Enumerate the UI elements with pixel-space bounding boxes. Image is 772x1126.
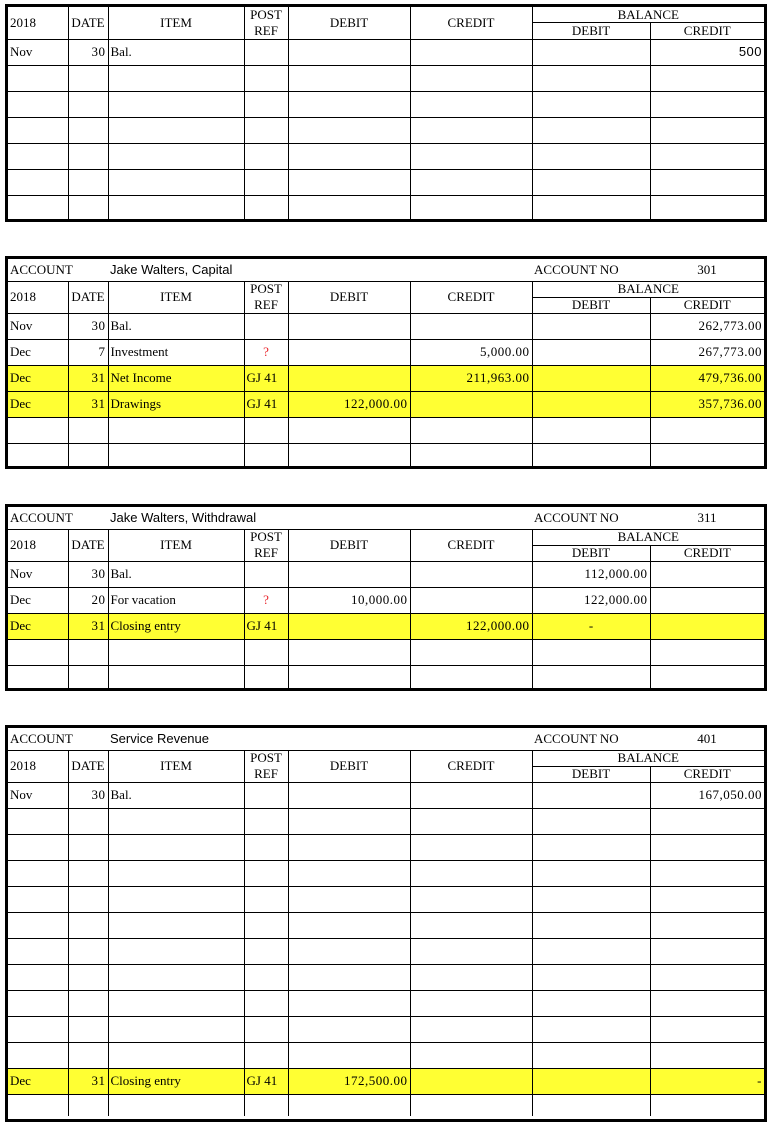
entry-day: 31 — [68, 613, 108, 639]
entry-item: Investment — [108, 339, 244, 365]
ref-header: REF — [244, 297, 288, 313]
entry-item: Bal. — [108, 313, 244, 339]
entry-balance-credit — [650, 561, 764, 587]
entry-balance-credit — [650, 613, 764, 639]
balance-debit-header: DEBIT — [532, 23, 650, 39]
entry-item: Bal. — [108, 561, 244, 587]
entry-balance-debit — [532, 1068, 650, 1094]
ledger-row — [8, 339, 764, 365]
entry-balance-credit: - — [650, 1068, 764, 1094]
entry-day: 31 — [68, 1068, 108, 1094]
balance-debit-header: DEBIT — [532, 297, 650, 313]
balance-credit-header: CREDIT — [650, 545, 764, 561]
account-label: ACCOUNT — [8, 259, 108, 281]
entry-balance-debit: 112,000.00 — [532, 561, 650, 587]
ref-header: REF — [244, 23, 288, 39]
entry-ref — [244, 561, 288, 587]
ledger-row — [8, 613, 764, 639]
entry-day: 20 — [68, 587, 108, 613]
entry-day: 30 — [68, 782, 108, 808]
credit-header: CREDIT — [410, 750, 532, 782]
entry-credit — [410, 39, 532, 65]
item-header: ITEM — [108, 529, 244, 561]
year-header: 2018 — [8, 750, 68, 782]
entry-credit — [410, 782, 532, 808]
account-name: Service Revenue — [108, 728, 532, 750]
entry-balance-credit: 500 — [650, 39, 764, 65]
year-header: 2018 — [8, 281, 68, 313]
item-header: ITEM — [108, 7, 244, 39]
entry-balance-debit — [532, 39, 650, 65]
entry-ref: GJ 41 — [244, 365, 288, 391]
entry-ref: GJ 41 — [244, 1068, 288, 1094]
post-header: POST — [244, 7, 288, 23]
ledger-row — [8, 561, 764, 587]
entry-balance-credit: 357,736.00 — [650, 391, 764, 417]
date-header: DATE — [68, 750, 108, 782]
entry-balance-debit — [532, 391, 650, 417]
debit-header: DEBIT — [288, 750, 410, 782]
year-header: 2018 — [8, 7, 68, 39]
balance-debit-header: DEBIT — [532, 766, 650, 782]
ledger-row — [8, 587, 764, 613]
balance-header: BALANCE — [532, 281, 764, 297]
ledger-row — [8, 1068, 764, 1094]
entry-ref: GJ 41 — [244, 391, 288, 417]
debit-header: DEBIT — [288, 281, 410, 313]
entry-ref: ? — [244, 587, 288, 613]
entry-month: Dec — [8, 365, 68, 391]
ref-header: REF — [244, 766, 288, 782]
entry-item: Closing entry — [108, 613, 244, 639]
ledger-row — [8, 365, 764, 391]
entry-item: Drawings — [108, 391, 244, 417]
ledger-top — [5, 4, 767, 222]
account-number: 311 — [650, 507, 764, 529]
entry-balance-debit — [532, 313, 650, 339]
entry-debit — [288, 39, 410, 65]
entry-credit: 5,000.00 — [410, 339, 532, 365]
balance-debit-header: DEBIT — [532, 545, 650, 561]
entry-item: Bal. — [108, 39, 244, 65]
account-number: 301 — [650, 259, 764, 281]
entry-debit — [288, 561, 410, 587]
entry-month: Nov — [8, 782, 68, 808]
post-header: POST — [244, 281, 288, 297]
entry-credit: 122,000.00 — [410, 613, 532, 639]
ledger-row — [8, 391, 764, 417]
entry-credit — [410, 561, 532, 587]
entry-day: 7 — [68, 339, 108, 365]
entry-month: Nov — [8, 39, 68, 65]
entry-credit — [410, 587, 532, 613]
balance-header: BALANCE — [532, 7, 764, 23]
entry-debit — [288, 782, 410, 808]
entry-credit — [410, 313, 532, 339]
entry-month: Nov — [8, 561, 68, 587]
year-header: 2018 — [8, 529, 68, 561]
entry-debit — [288, 613, 410, 639]
ledger-row — [8, 782, 764, 808]
entry-debit — [288, 313, 410, 339]
credit-header: CREDIT — [410, 7, 532, 39]
ref-header: REF — [244, 545, 288, 561]
entry-item: Bal. — [108, 782, 244, 808]
post-header: POST — [244, 529, 288, 545]
ledger-capital — [5, 256, 767, 469]
balance-credit-header: CREDIT — [650, 766, 764, 782]
entry-day: 30 — [68, 313, 108, 339]
entry-ref — [244, 782, 288, 808]
account-no-label: ACCOUNT NO — [532, 728, 650, 750]
entry-month: Dec — [8, 1068, 68, 1094]
entry-balance-debit — [532, 782, 650, 808]
entry-month: Dec — [8, 339, 68, 365]
entry-balance-debit: 122,000.00 — [532, 587, 650, 613]
debit-header: DEBIT — [288, 529, 410, 561]
entry-debit — [288, 365, 410, 391]
date-header: DATE — [68, 281, 108, 313]
balance-credit-header: CREDIT — [650, 23, 764, 39]
balance-header: BALANCE — [532, 750, 764, 766]
entry-month: Dec — [8, 613, 68, 639]
entry-balance-credit — [650, 587, 764, 613]
account-name: Jake Walters, Withdrawal — [108, 507, 532, 529]
entry-ref — [244, 313, 288, 339]
entry-balance-credit: 479,736.00 — [650, 365, 764, 391]
entry-month: Dec — [8, 587, 68, 613]
entry-balance-debit: - — [532, 613, 650, 639]
entry-ref: ? — [244, 339, 288, 365]
entry-debit — [288, 339, 410, 365]
item-header: ITEM — [108, 281, 244, 313]
entry-item: Net Income — [108, 365, 244, 391]
entry-debit: 10,000.00 — [288, 587, 410, 613]
entry-balance-debit — [532, 365, 650, 391]
entry-day: 31 — [68, 391, 108, 417]
ledger-withdrawal — [5, 504, 767, 691]
entry-debit: 122,000.00 — [288, 391, 410, 417]
entry-balance-debit — [532, 339, 650, 365]
ledger-row — [8, 313, 764, 339]
credit-header: CREDIT — [410, 281, 532, 313]
entry-item: For vacation — [108, 587, 244, 613]
account-no-label: ACCOUNT NO — [532, 507, 650, 529]
balance-credit-header: CREDIT — [650, 297, 764, 313]
account-label: ACCOUNT — [8, 507, 108, 529]
entry-month: Nov — [8, 313, 68, 339]
date-header: DATE — [68, 7, 108, 39]
date-header: DATE — [68, 529, 108, 561]
entry-balance-credit: 167,050.00 — [650, 782, 764, 808]
account-number: 401 — [650, 728, 764, 750]
entry-ref — [244, 39, 288, 65]
entry-day: 30 — [68, 561, 108, 587]
entry-balance-credit: 262,773.00 — [650, 313, 764, 339]
entry-debit: 172,500.00 — [288, 1068, 410, 1094]
entry-credit — [410, 1068, 532, 1094]
entry-credit: 211,963.00 — [410, 365, 532, 391]
entry-balance-credit: 267,773.00 — [650, 339, 764, 365]
post-header: POST — [244, 750, 288, 766]
account-no-label: ACCOUNT NO — [532, 259, 650, 281]
entry-credit — [410, 391, 532, 417]
item-header: ITEM — [108, 750, 244, 782]
ledger-service-revenue — [5, 725, 767, 1122]
entry-item: Closing entry — [108, 1068, 244, 1094]
account-name: Jake Walters, Capital — [108, 259, 532, 281]
entry-day: 30 — [68, 39, 108, 65]
balance-header: BALANCE — [532, 529, 764, 545]
entry-day: 31 — [68, 365, 108, 391]
account-label: ACCOUNT — [8, 728, 108, 750]
debit-header: DEBIT — [288, 7, 410, 39]
entry-ref: GJ 41 — [244, 613, 288, 639]
credit-header: CREDIT — [410, 529, 532, 561]
ledger-row — [8, 39, 764, 65]
entry-month: Dec — [8, 391, 68, 417]
